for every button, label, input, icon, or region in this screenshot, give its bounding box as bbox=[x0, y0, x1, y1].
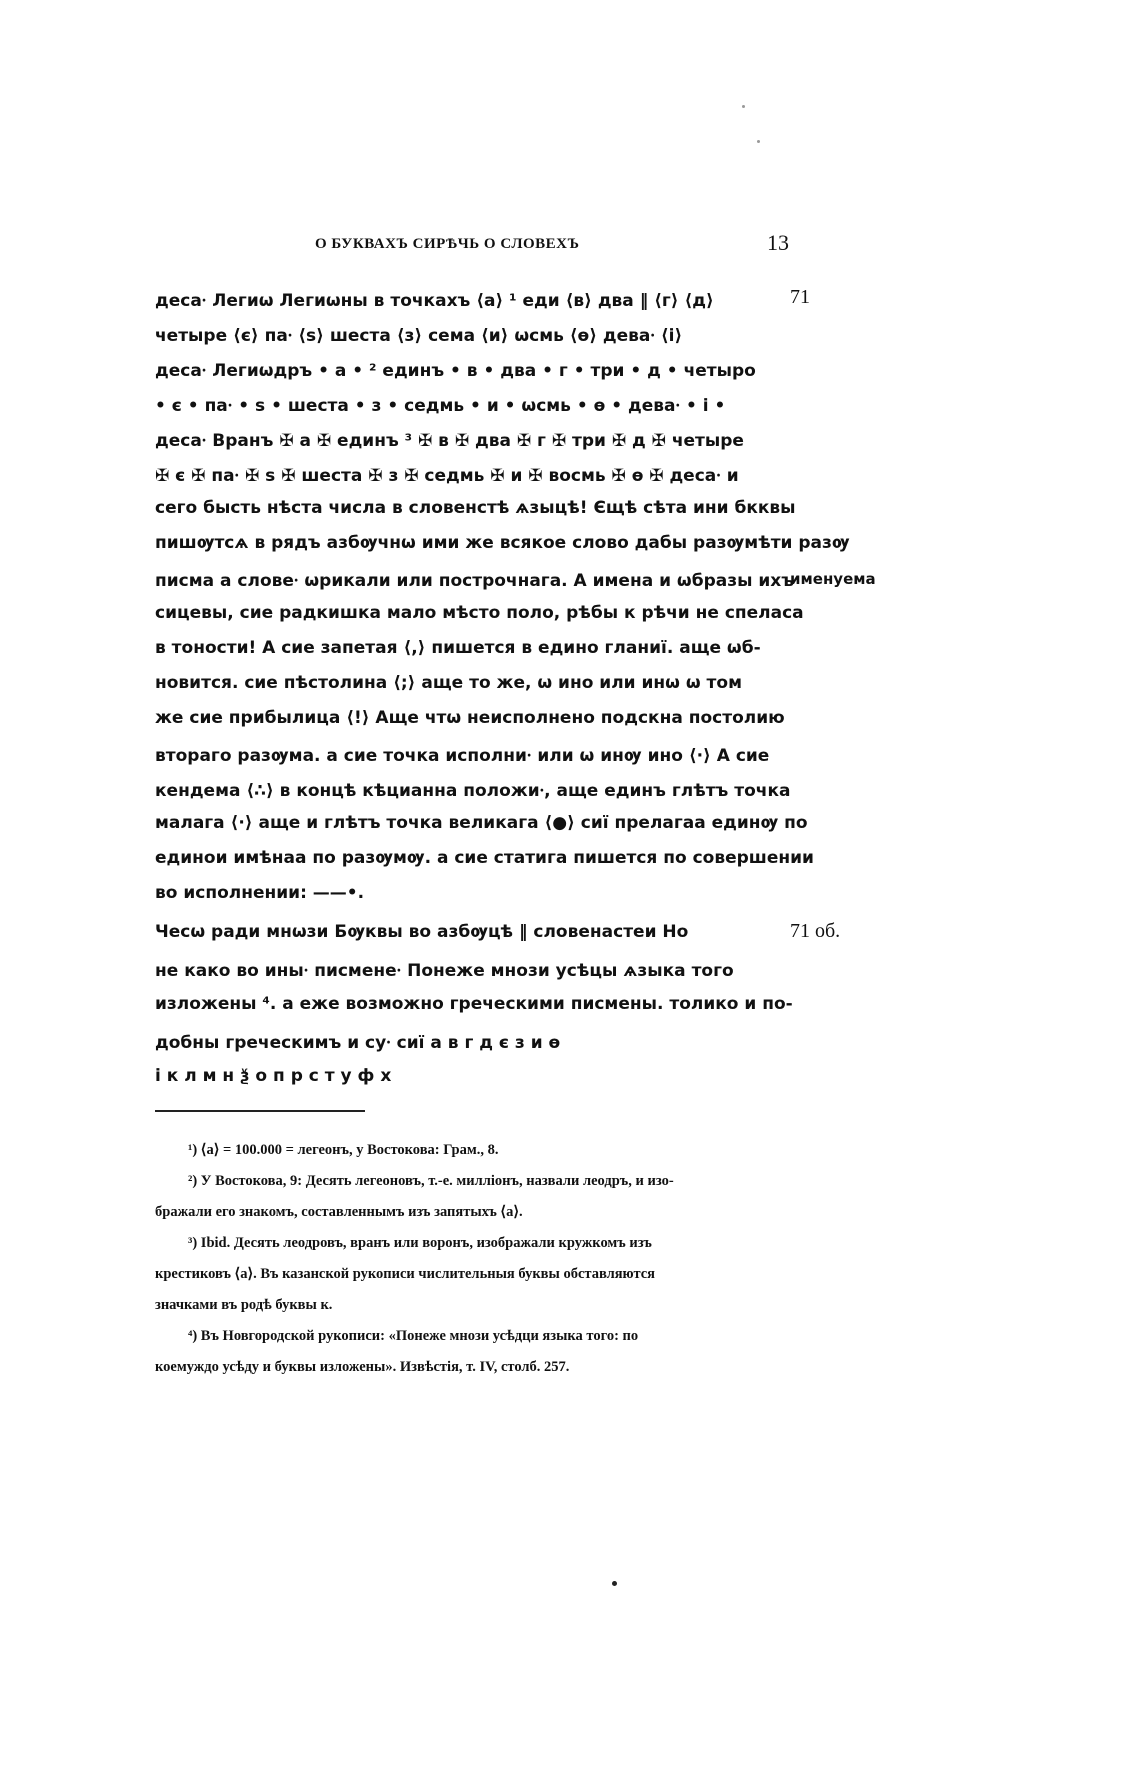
text-line: же сие прибылица ⟨!⟩ Аще чтѡ неисполнено подскна постолию bbox=[155, 708, 785, 728]
footnote-rule bbox=[155, 1110, 365, 1112]
text-line: деса⸱ Вранъ ✠ а ✠ единъ ³ ✠ в ✠ два ✠ г ✠ три ✠ д ✠ четыре bbox=[155, 431, 744, 451]
footnote-line: ¹) ⟨а⟩ = 100.000 = легеонъ, у Востокова: Грам., 8. bbox=[188, 1142, 499, 1158]
text-line: писма а слове⸱ ѡрикали или построчнага. А имена и ѡбразы ихъ bbox=[155, 571, 795, 591]
text-line: единои имѣнаа по разѹмѹ. а сие статига пишется по совершении bbox=[155, 848, 814, 868]
page-number: 13 bbox=[767, 230, 789, 255]
text-line: втораго разѹма. а сие точка исполни⸱ или ѡ инѹ ино ⟨·⟩ А сие bbox=[155, 746, 770, 766]
text-line: сицевы, сие радкишка мало мѣсто поло, рѣбы к рѣчи не спеласа bbox=[155, 603, 804, 623]
footnote-line: коемуждо усѣду и буквы изложены». Извѣстія, т. IV, столб. 257. bbox=[155, 1359, 570, 1375]
text-line: новится. сие пѣстолина ⟨;⟩ аще то же, ѡ ино или инѡ ѡ том bbox=[155, 673, 742, 693]
text-line: пишѹтсѧ в рядъ азбѹчнѡ ими же всякое слово дабы разѹмѣти разѹ bbox=[155, 533, 850, 553]
text-line: во исполнении: ——•. bbox=[155, 883, 365, 903]
margin-word-note: именуема bbox=[790, 570, 876, 588]
margin-folio-note: 71 bbox=[790, 286, 810, 308]
text-line: і к л м н ѯ о п р с т у ф х bbox=[155, 1066, 392, 1086]
footnote-line: крестиковъ ⟨а⟩. Въ казанской рукописи числительныя буквы обставляются bbox=[155, 1266, 656, 1282]
footnote-line: ³) Ibid. Десять леодровъ, вранъ или воронъ, изображали кружкомъ изъ bbox=[188, 1235, 652, 1251]
text-line: изложены ⁴. а еже возможно греческими писмены. толико и по- bbox=[155, 994, 793, 1014]
text-line: деса⸱ Легиѡ Легиѡны в точкахъ ⟨а⟩ ¹ еди ⟨в⟩ два ‖ ⟨г⟩ ⟨д⟩ bbox=[155, 291, 714, 311]
paper-speck bbox=[757, 140, 760, 143]
footnote-line: бражали его знакомъ, составленнымъ изъ запятыхъ ⟨а⟩. bbox=[155, 1204, 523, 1220]
text-line: Чесѡ ради мнѡзи Бѹквы во азбѹцѣ ‖ словенастеи Но bbox=[155, 922, 689, 942]
bottom-mark bbox=[612, 1581, 617, 1586]
text-line: ✠ є ✠ па⸱ ✠ ѕ ✠ шеста ✠ з ✠ седмь ✠ и ✠ восмь ✠ ѳ ✠ деса⸱ и bbox=[155, 466, 739, 486]
text-line: малага ⟨·⟩ аще и глѣтъ точка великага ⟨●⟩ сиї прелагаа единѹ по bbox=[155, 813, 808, 833]
text-line: добны греческимъ и су⸱ сиї а в г д є з и ѳ bbox=[155, 1033, 561, 1053]
footnote-line: значками въ родѣ буквы к. bbox=[155, 1297, 333, 1313]
text-line: четыре ⟨є⟩ па⸱ ⟨ѕ⟩ шеста ⟨з⟩ сема ⟨и⟩ ѡсмь ⟨ѳ⟩ дева⸱ ⟨і⟩ bbox=[155, 326, 683, 346]
text-line: в тоности! А сие запетая ⟨,⟩ пишется в едино гланиї. аще ѡб- bbox=[155, 638, 761, 658]
margin-folio-note: 71 об. bbox=[790, 920, 841, 942]
running-title: О БУКВАХЪ СИРѢЧЬ О СЛОВЕХЪ bbox=[315, 236, 580, 252]
footnote-line: ²) У Востокова, 9: Десять легеоновъ, т.-е. милліонъ, назвали леодръ, и изо- bbox=[188, 1173, 674, 1189]
text-line: сего бысть нѣста числа в словенстѣ ѧзыцѣ! Єщѣ сѣта ини бкквы bbox=[155, 498, 796, 518]
paper-speck bbox=[742, 105, 745, 108]
text-line: • є • па⸱ • ѕ • шеста • з • седмь • и • ѡсмь • ѳ • дева⸱ • і • bbox=[155, 396, 726, 416]
text-line: деса⸱ Легиѡдръ • а • ² единъ • в • два • г • три • д • четыро bbox=[155, 361, 756, 381]
text-line: не како во ины⸱ писмене⸱ Понеже мнози усѣцы ѧзыка того bbox=[155, 961, 734, 981]
page-header bbox=[155, 230, 789, 256]
text-line: кендема ⟨∴⟩ в концѣ кѣцианна положи⸱, аще единъ глѣтъ точка bbox=[155, 781, 791, 801]
footnote-line: ⁴) Въ Новгородской рукописи: «Понеже мнози усѣдци языка того: по bbox=[188, 1328, 639, 1344]
